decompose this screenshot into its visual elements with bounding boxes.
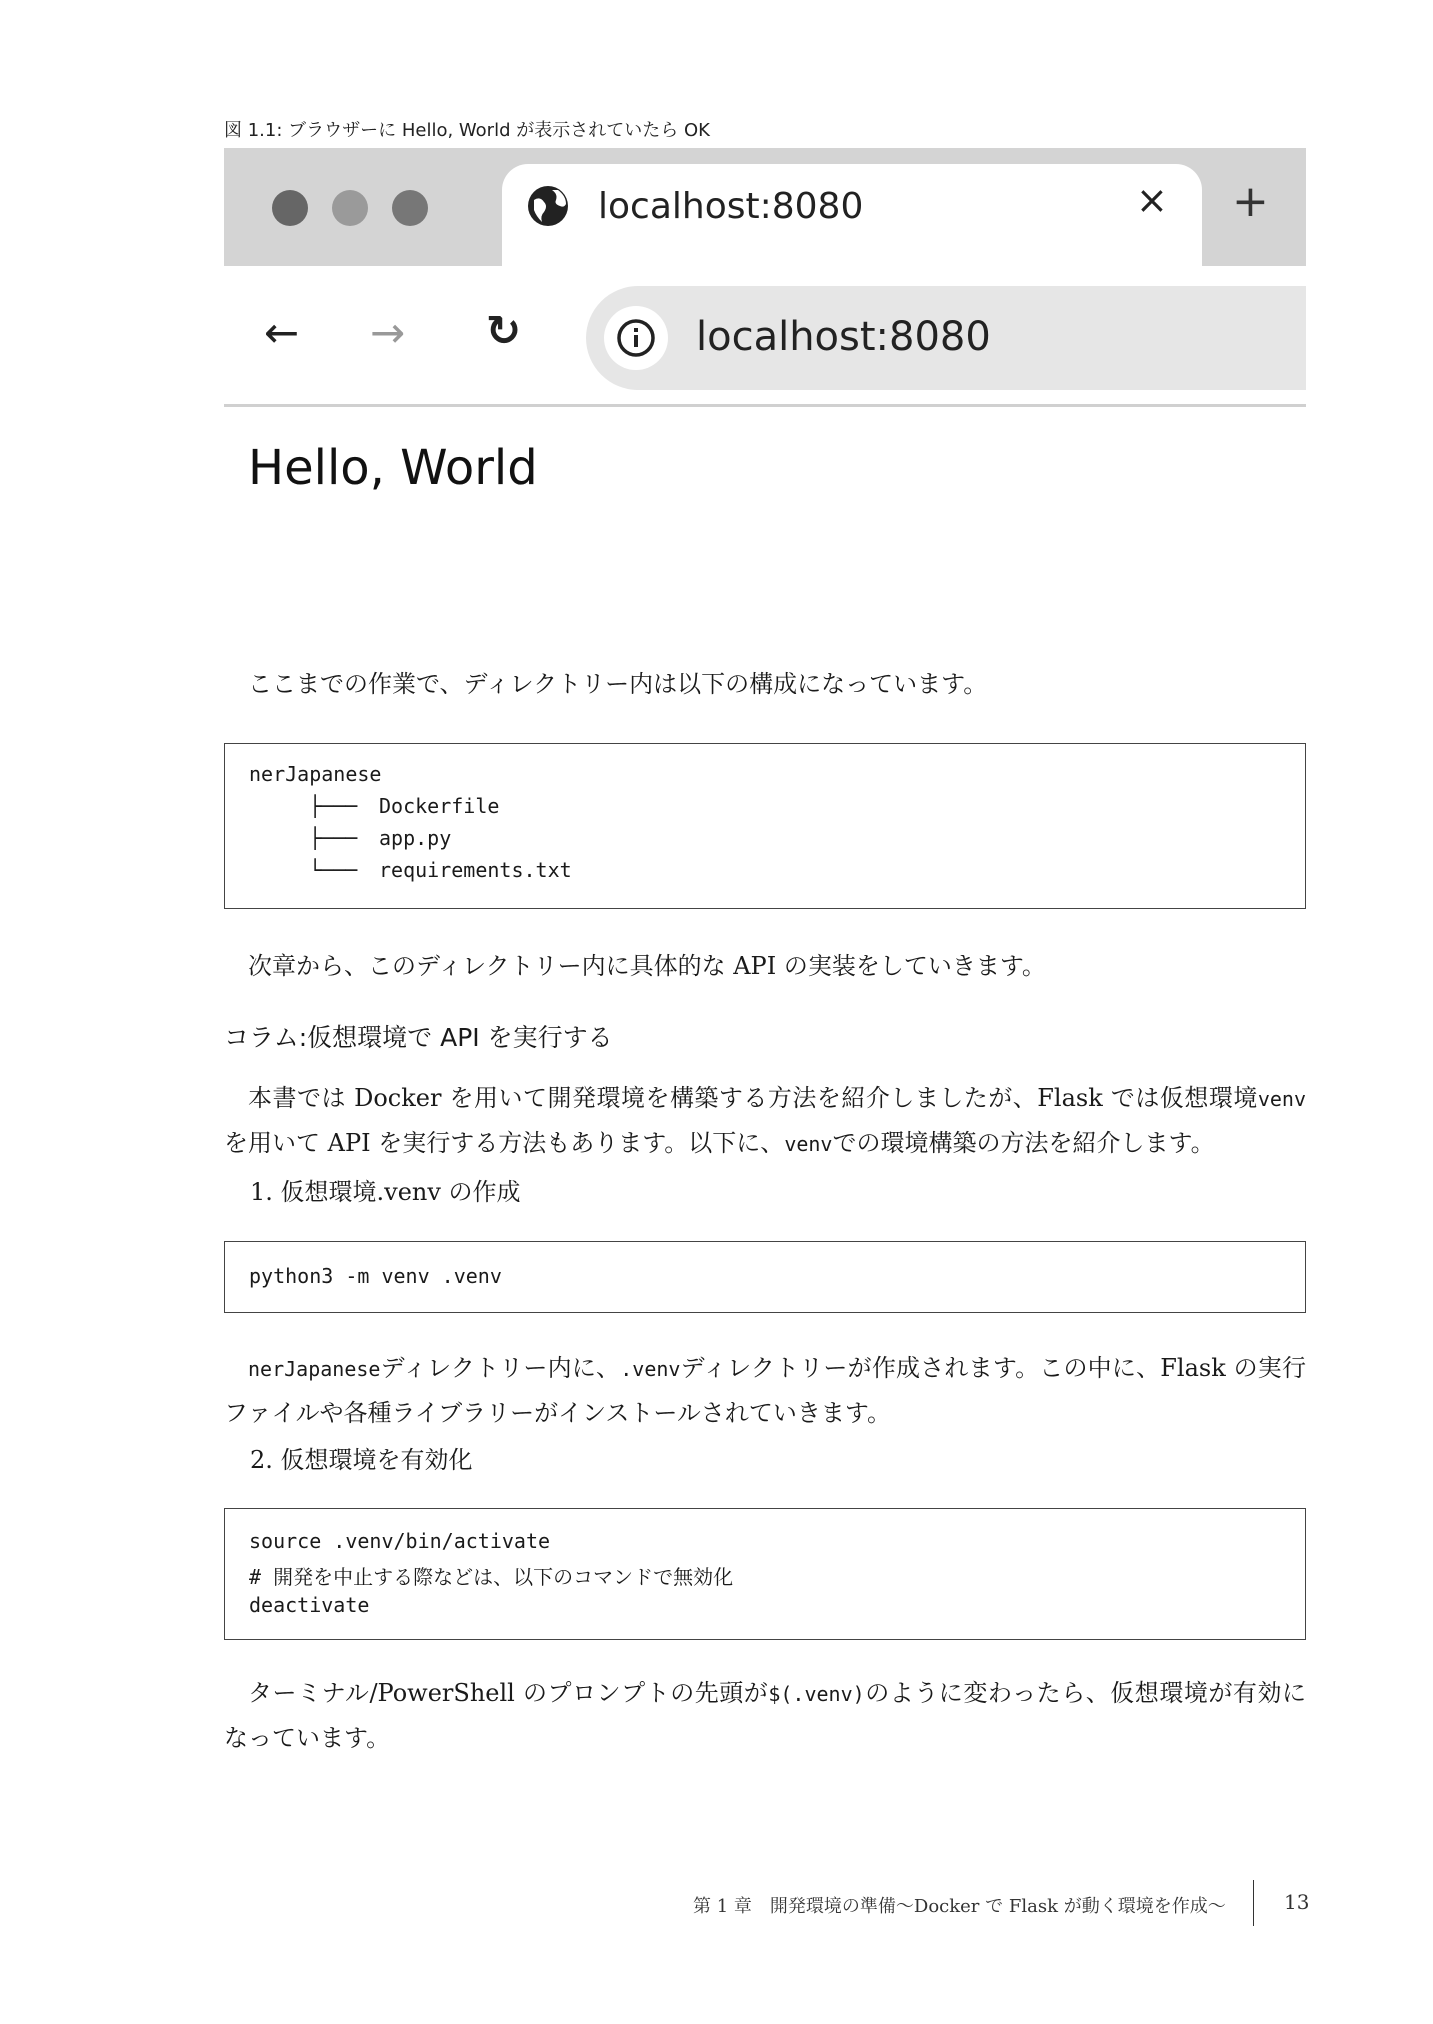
tab-title: localhost:8080 [598,186,864,227]
address-bar-url[interactable]: localhost:8080 [696,314,991,360]
inline-code: .venv [620,1357,681,1381]
tree-file: Dockerfile [379,794,500,818]
window-maximize-dot[interactable] [392,190,428,226]
page-number: 13 [1284,1890,1310,1914]
forward-arrow-icon[interactable]: → [370,308,406,357]
text-run: ディレクトリー内に、 [380,1354,621,1382]
command-line: deactivate [249,1593,370,1617]
column-paragraph [224,1671,1306,1760]
text-run: ターミナル/PowerShell のプロンプトの先頭が [248,1679,769,1707]
text-run: のように変わったら、仮想環境が有効になっています。 [224,1679,1306,1752]
tree-file: app.py [379,826,452,850]
browser-figure [224,148,1306,533]
command-line: source .venv/bin/activate [249,1529,551,1553]
tree-branch: ├─── [309,826,358,850]
text-run: 本書では Docker を用いて開発環境を構築する方法を紹介しましたが、Flask では仮想環境 [248,1084,1258,1112]
back-arrow-icon[interactable]: ← [264,308,300,357]
directory-tree-block [224,743,1306,909]
browser-divider [224,404,1306,407]
tree-branch: └─── [309,858,358,882]
info-icon[interactable] [616,318,656,358]
footer-divider [1253,1880,1254,1926]
column-paragraph [224,1346,1306,1435]
next-chapter-paragraph: 次章から、このディレクトリー内に具体的な API の実装をしていきます。 [248,952,1046,980]
column-paragraph [224,1076,1306,1166]
tree-branch: ├─── [309,794,358,818]
inline-code: nerJapanese [248,1357,381,1381]
inline-code: venv [784,1132,833,1156]
intro-paragraph: ここまでの作業で、ディレクトリー内は以下の構成になっています。 [248,670,988,698]
window-minimize-dot[interactable] [332,190,368,226]
close-icon[interactable]: × [1136,178,1168,222]
command-block-1 [224,1241,1306,1313]
column-title: コラム:仮想環境で API を実行する [224,1023,613,1052]
step-1-label: 1. 仮想環境.venv の作成 [250,1178,521,1206]
globe-icon [526,184,570,228]
window-close-dot[interactable] [272,190,308,226]
plus-icon[interactable]: + [1232,176,1269,227]
running-footer: 第 1 章 開発環境の準備〜Docker で Flask が動く環境を作成〜 [693,1896,1226,1917]
tree-root: nerJapanese [249,762,382,786]
inline-code: $(.venv) [768,1682,865,1706]
text-run: ディレクトリーが作成されます。この中に、Flask の実行ファイルや各種ライブラリーがインストールされていきます。 [224,1354,1306,1427]
page-heading: Hello, World [248,440,538,496]
reload-icon[interactable]: ↻ [486,306,522,355]
text-run: を用いて API を実行する方法もあります。以下に、 [224,1129,785,1157]
command-block-2 [224,1508,1306,1640]
inline-code: venv [1257,1087,1306,1111]
figure-caption: 図 1.1: ブラウザーに Hello, World が表示されていたら OK [224,120,710,141]
command-line: python3 -m venv .venv [249,1264,502,1288]
text-run: での環境構築の方法を紹介します。 [832,1129,1215,1157]
tree-file: requirements.txt [379,858,572,882]
command-comment: # 開発を中止する際などは、以下のコマンドで無効化 [249,1565,734,1589]
step-2-label: 2. 仮想環境を有効化 [250,1446,473,1474]
